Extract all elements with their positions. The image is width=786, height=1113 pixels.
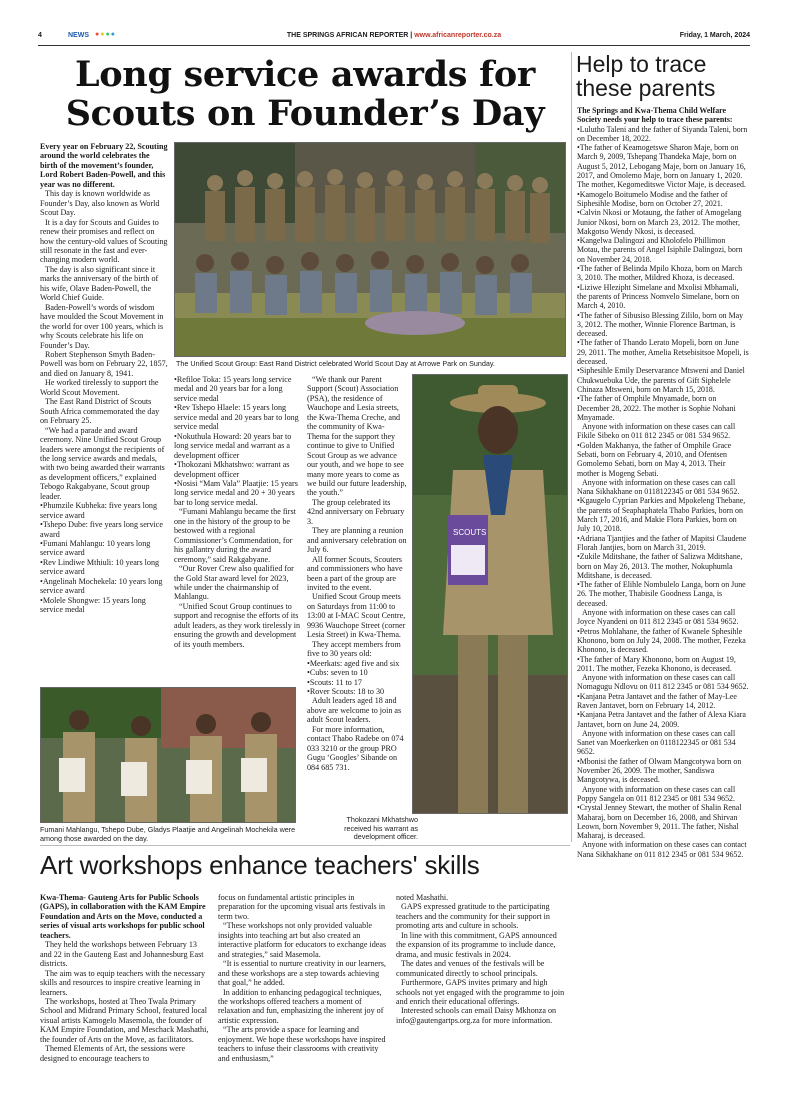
paragraph: Kwa-Thema- Gauteng Arts for Public Schools (GAPS), in collaboration with the KAM Empire Foundation and Arts on the Move, conducted a series of visual arts workshops for public school teachers.: [40, 893, 206, 940]
main-story-column-2: [174, 375, 302, 649]
column-divider: [571, 52, 572, 842]
paragraph: This day is known worldwide as Founder’s Day, also known as World Scout Day.: [40, 189, 160, 218]
bullet-item: • Rev Lindiwe Mthiuli: 10 years long service award: [40, 558, 168, 577]
paragraph: “These workshops not only provided valuable insights into teaching art but also created an interactive platform for educators to exchange ideas and strategies,” said Masemola.: [218, 921, 387, 959]
portrait-caption: Thokozani Mkhatshwo received his warrant as development officer.: [344, 815, 418, 841]
paragraph: Robert Stephenson Smyth Baden-Powell was born on February 22, 1857, and died on January 8, 1941.: [40, 349, 168, 378]
award-recipients-photo: [40, 687, 296, 823]
paragraph: Anyone with information on these cases can call Nomagugu Ndlovu on 011 812 2345 or 081 534 9652.: [577, 673, 749, 692]
bullet-item: • Siphesihle Emily Deservarance Mtsweni and Daniel Chukwuebuka Ude, the parents of Gift Siphelele Chinaza Mtsweni, born on March 15, 2018.: [577, 366, 749, 394]
paragraph: Interested schools can email Daisy Mkhonza on info@gautengartps.org.za for more information.: [396, 1006, 557, 1025]
paragraph: In addition to enhancing pedagogical techniques, the workshops offered teachers a moment of relaxation and fun, emphasizing the inherent joy of artistic expression.: [218, 987, 384, 1025]
bullet-item: • Golden Makhanya, the father of Omphile Grace Sebati, born on February 4, 2010, and Ofentsen Gomolemo Sebati, born on May 4, 2013. Their mother is Mogeng Sebati.: [577, 441, 749, 478]
sidebar-body: [577, 106, 749, 859]
paragraph: They held the workshops between February 13 and 22 in the Gauteng East and Johannesburg East districts.: [40, 940, 204, 969]
bullet-item: • Mbonisi the father of Olwam Mangcotywa born on November 26, 2009. The mother, Sandiswa Mangcotywa, is deceased.: [577, 757, 749, 785]
paragraph: “Unified Scout Group continues to support and recognise the efforts of its adult leaders, as they work tirelessly in ensuring the growth and development of its youth members.: [174, 601, 301, 649]
paragraph: Anyone with information on these cases can contact Nana Sikhakhane on 011 812 2345 or 081 534 9652.: [577, 840, 747, 859]
bullet-item: • Tshepo Dube: five years long service award: [40, 520, 168, 539]
paragraph: In line with this commitment, GAPS announced the expansion of its programme to include dance, drama, and music festivals in 2024.: [396, 930, 557, 959]
issue-date: Friday, 1 March, 2024: [679, 32, 750, 39]
paragraph: All former Scouts, Scouters and commissioners who have been a part of the group are invited to the event.: [307, 554, 403, 592]
bullet-item: • Scouts: 11 to 17: [307, 678, 407, 687]
bullet-item: • The father of Thando Lerato Mopeli, born on June 29, 2011. The mother, Amelia Retsebisitsoe Mopeli, is deceased.: [577, 338, 749, 366]
bullet-item: • Kgaugelo Cyprian Parkies and Mpokeleng Thebane, the parents of Seaphaphatela Thabo Parkies, born on March 17, 2016, and Makie Flora Parkies, born on July 10, 2018.: [577, 496, 749, 533]
paragraph: noted Mashathi.: [396, 893, 449, 902]
bullet-item: • Petros Mohlahane, the father of Kwanele Sphesihle Khonono, born on July 24, 2008. The mother, Fezeka Khonono, is deceased.: [577, 627, 749, 655]
bullet-item: • The father of Mary Khonono, born on August 19, 2011. The mother, Fezeka Khonono, is deceased.: [577, 655, 749, 674]
bullet-item: • Adriana Tjantjies and the father of Mapitsi Claudene Florah Jantjies, born on March 31, 2019.: [577, 534, 749, 553]
paragraph: He worked tirelessly to support the World Scout Movement.: [40, 378, 159, 397]
paragraph: The East Rand District of Scouts South Africa commemorated the day on February 25.: [40, 397, 160, 426]
paragraph: “It is essential to nurture creativity in our learners, and these workshops are a step towards achieving that goal,” he added.: [218, 959, 386, 988]
paragraph: GAPS expressed gratitude to the participating teachers and the community for their support in promoting arts and culture in schools.: [396, 902, 550, 931]
page-header: [38, 30, 750, 44]
section-label: NEWS: [68, 32, 89, 39]
art-story-column-3: [396, 893, 568, 1025]
paragraph: Unified Scout Group meets on Saturdays from 11:00 to 13:00 at I-MAC Scout Centre, 9936 Wauchope Street (corner Lesia Street) in Kwa-Thema.: [307, 592, 406, 640]
bullet-item: • The father of Elihle Nombulelo Langa, born on June 26. The mother, Thabisile Goodness Langa, is deceased.: [577, 580, 749, 608]
bullet-item: • The father of Keamogetswe Sharon Maje, born on March 9, 2009, Tshepang Thandeka Maje, born on August 5, 2012, Lebogang Maje, born on January 16, 2017, and Omolemo Maje, born on January 1, 2020. The mother, Kegomeditswe Victor Maje, is deceased.: [577, 143, 749, 189]
bullet-item: • Kanjana Petra Jantavet and the father of Alexa Kiara Jantavet, born on June 24, 2009.: [577, 710, 749, 729]
art-story-column-1: [40, 893, 210, 1063]
bullet-item: • Kanjana Petra Jantavet and the father of May-Lee Raven Jantavet, born on February 14, 2012.: [577, 692, 749, 711]
award-recipients-caption: Fumani Mahlangu, Tshepo Dube, Gladys Plaatjie and Angelinah Mochekila were among those awarded on the day.: [40, 825, 296, 843]
bullet-item: • Refiloe Toka: 15 years long service medal and 20 years bar for a long service medal: [174, 375, 302, 403]
paragraph: The day is also significant since it marks the anniversary of the birth of his wife, Olave Baden-Powell, the World Chief Guide.: [40, 264, 159, 303]
bullet-item: • Fumani Mahlangu: 10 years long service award: [40, 539, 168, 558]
masthead-url[interactable]: www.africanreporter.co.za: [414, 32, 502, 39]
group-photo-caption: The Unified Scout Group: East Rand District celebrated World Scout Day at Arrowe Park on Sunday.: [176, 359, 495, 368]
bullet-item: • Thokozani Mkhatshwo: warrant as development officer: [174, 460, 302, 479]
bullet-item: • Calvin Nkosi or Motaung, the father of Amogelang Junior Nkosi, born on March 23, 2012. The mother, Makgotso Wendy Nkosi, is deceased.: [577, 208, 749, 236]
story-divider: [40, 845, 570, 846]
bullet-item: • Cubs: seven to 10: [307, 668, 407, 677]
art-headline: Art workshops enhance teachers' skills: [40, 850, 480, 880]
paragraph: Every year on February 22, Scouting around the world celebrates the birth of the movement’s founder, Lord Robert Baden-Powell, and this year was no different.: [40, 142, 168, 189]
paragraph: Anyone with information on these cases can call Joyce Nyandeni on 011 812 2345 or 081 534 9652.: [577, 608, 739, 627]
bullet-item: • Angelinah Mochekela: 10 years long service award: [40, 577, 168, 596]
masthead: THE SPRINGS AFRICAN REPORTER | www.africanreporter.co.za: [286, 32, 502, 39]
main-headline: Long service awards for Scouts on Founder’s Day: [65, 54, 545, 134]
paragraph: Furthermore, GAPS invites primary and high schools not yet engaged with the programme to join and enrich their educational offerings.: [396, 978, 565, 1006]
paragraph: They are planning a reunion and anniversary celebration on July 6.: [307, 526, 407, 555]
paragraph: “The arts provide a space for learning and enjoyment. We hope these workshops have inspired teachers to infuse their classrooms with creativity and enthusiasm,”: [218, 1025, 386, 1063]
decorative-dots: ●●●●: [95, 31, 116, 38]
page-number: 4: [38, 32, 42, 39]
bullet-item: • Nokuthula Howard: 20 years bar to long service medal and warrant as a development officer: [174, 432, 302, 460]
bullet-item: • Rev Tshepo Hlaele: 15 years long service medal and 20 years bar to long service medal: [174, 403, 302, 431]
main-story-column-3: [307, 375, 407, 772]
bullet-item: • Kangelwa Dalingozi and Kholofelo Phillimon Motau, the parents of Angel Isiphile Dalingozi, born on November 24, 2018.: [577, 236, 749, 264]
paragraph: The Springs and Kwa-Thema Child Welfare Society needs your help to trace these parents:: [577, 106, 733, 125]
paragraph: “We thank our Parent Support (Scout) Association (PSA), the residence of Wauchope and Lesia streets, the Kwa-Thema Creche, and the community of Kwa-Thema for the support they continue to give to Unified Scout Group as we advance our youth, and we hope to see many more years to come as we build our future leadership, the youth.”: [307, 375, 407, 498]
bullet-item: • Liziwe Hlezipht Simelane and Mxolisi Mbhamali, the parents of Princess Nomvelo Simelane, born on March 4, 2010.: [577, 283, 749, 311]
bullet-item: • Lulutho Taleni and the father of Siyanda Taleni, born on December 18, 2022.: [577, 125, 749, 144]
bullet-item: • Zukile Mditshane, the father of Salizwa Mditshane, born on May 26, 2013. The mother, Nokuphumla Mditshane, is deceased.: [577, 552, 749, 580]
bullet-item: • Crystal Jenney Stewart, the mother of Shalin Renal Maharaj, born on December 16, 2008, and Shirvan Leown, born November 9, 2011. The father, Nishal Maharaj, is deceased.: [577, 803, 749, 840]
art-story-column-2: [218, 893, 388, 1063]
paragraph: The group celebrated its 42nd anniversary on February 3.: [307, 497, 405, 526]
scout-portrait-image: [413, 375, 568, 814]
group-photo: [174, 142, 566, 357]
bullet-item: • Molele Shongwe: 15 years long service medal: [40, 596, 168, 615]
bullet-item: • The father of Omphile Mnyamade, born on December 28, 2022. The mother is Sophie Nohani Mnyamade.: [577, 394, 749, 422]
paragraph: The dates and venues of the festivals will be communicated directly to school principals.: [396, 959, 545, 978]
paragraph: It is a day for Scouts and Guides to renew their promises and reflect on how the century-old values of Scouting still resonate in the fast and ever-changing modern world.: [40, 217, 168, 265]
paragraph: Anyone with information on these cases can call Nana Sikhakhane on 0118122345 or 081 534 9652.: [577, 477, 740, 497]
paragraph: “We had a parade and award ceremony. Nine Unified Scout Group leaders were amongst the recipients of the long service awards and medals, with two being awarded their warrants as development officers,” explained Tebogo Rakgabyane, Scout group leader.: [40, 425, 165, 501]
sidebar-headline: Help to trace these parents: [576, 51, 716, 101]
paragraph: “Fumani Mahlangu became the first one in the history of the group to be bestowed with a regional Commissioner’s Commendation, for his gallantry during the award ceremony,” said Rakgabyane.: [174, 507, 296, 564]
paragraph: The aim was to equip teachers with the necessary skills and resources to inspire creative learning in learners.: [40, 968, 206, 997]
main-story-column-1: [40, 142, 168, 615]
paragraph: Anyone with information on these cases can call Poppy Sangela on 011 812 2345 or 081 534 9652.: [577, 784, 736, 803]
svg-text:SCOUTS: SCOUTS: [453, 528, 487, 537]
paragraph: Anyone with information on these cases can call Sanet van Moerkerken on 0118122345 or 081 534 9652.: [577, 728, 736, 757]
bullet-item: • The father of Sibusiso Blessing Zililo, born on May 3, 2012. The mother, Winnie Florence Bartman, is deceased.: [577, 311, 749, 339]
bullet-item: • Nosisi “Mam Vala” Plaatjie: 15 years long service medal and 20 + 30 years bar to long service medal.: [174, 479, 302, 507]
bullet-item: • The father of Belinda Mpilo Khoza, born on March 3, 2010. The mother, Mildred Khoza, is deceased.: [577, 264, 749, 283]
group-photo-image: [175, 143, 566, 357]
award-recipients-image: [41, 688, 296, 823]
bullet-item: • Phumzile Kubheka: five years long service award: [40, 501, 168, 520]
paragraph: focus on fundamental artistic principles in preparation for the upcoming visual arts festivals in term two.: [218, 893, 386, 921]
bullet-item: • Meerkats: aged five and six: [307, 659, 407, 668]
paragraph: Anyone with information on these cases can call Fikile Sibeko on 011 812 2345 or 081 534 9652.: [577, 422, 736, 441]
paragraph: They accept members from five to 30 years old:: [307, 639, 401, 659]
paragraph: Adult leaders aged 18 and above are welcome to join as adult Scout leaders.: [307, 696, 402, 725]
paragraph: “Our Rover Crew also qualified for the Gold Star award level for 2023, while under the chairmanship of Mahlangu.: [174, 564, 294, 602]
header-rule: [38, 45, 750, 46]
bullet-item: • Kamogelo Boitumelo Modise and the father of Siphesihle Modise, born on October 27, 2021.: [577, 190, 749, 209]
masthead-title: THE SPRINGS AFRICAN REPORTER: [286, 32, 409, 39]
bullet-item: • Rover Scouts: 18 to 30: [307, 687, 407, 696]
paragraph: For more information, contact Thabo Radebe on 074 033 3210 or the group PRO Gugu ‘Googles’ Sibande on 084 685 731.: [307, 724, 404, 772]
paragraph: The workshops, hosted at Theo Twala Primary School and Midrand Primary School, featured local visual artists Kamogelo Masemola, the founder of KAM Empire Foundation, and Meschack Mashathi, the founder of Arts on the Move, as facilitators.: [40, 996, 209, 1044]
paragraph: Baden-Powell’s words of wisdom have moulded the Scout Movement in the world for over 100 years, which is why Scouts celebrate his life on Founder’s Day.: [40, 302, 164, 350]
paragraph: Themed Elements of Art, the sessions were designed to encourage teachers to: [40, 1044, 186, 1063]
scout-portrait-photo: [412, 374, 568, 814]
